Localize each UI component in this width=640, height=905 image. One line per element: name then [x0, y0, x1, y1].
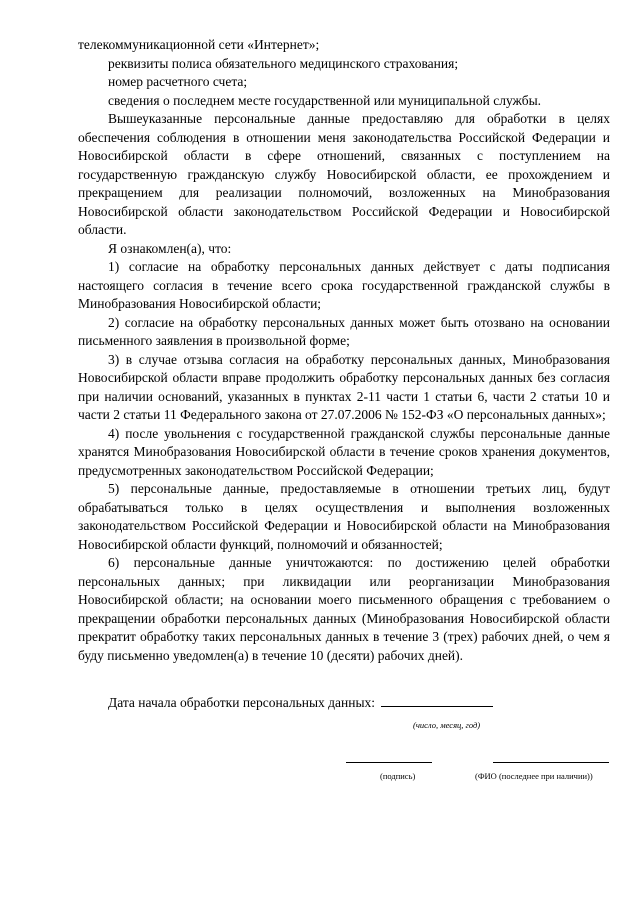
paragraph-internet-continuation: телекоммуникационной сети «Интернет»;: [78, 37, 320, 52]
processing-start-date-field: [108, 694, 493, 712]
paragraph-last-service: сведения о последнем месте государственной или муниципальной службы.: [108, 92, 542, 108]
processing-start-date-label: Дата начала обработки персональных данных:: [108, 695, 376, 710]
paragraph-item-3: 3) в случае отзыва согласия на обработку персональных данных, Минобразования Новосибирской области вправе продолжить обработку персональных данных без согласия при наличии оснований, указанных в пунктах 2-11 части 1 статьи 6, части 2 статьи 10 и части 2 статьи 11 Федерального закона от 27.07.2006 № 152-ФЗ «О персональных данных»;: [78, 351, 610, 422]
paragraph-item-4: 4) после увольнения с государственной гражданской службы персональные данные хранятся Минобразования Новосибирской области в течение сроков хранения документов, предусмотренных законодательством Российской Федерации;: [78, 425, 610, 478]
signature-blank[interactable]: [346, 762, 432, 763]
full-name-caption: (ФИО (последнее при наличии)): [475, 771, 593, 781]
paragraph-insurance-policy: реквизиты полиса обязательного медицинского страхования;: [108, 55, 459, 71]
paragraph-item-6: 6) персональные данные уничтожаются: по достижению целей обработки персональных данных; при ликвидации или реорганизации Минобразования Новосибирской области; на основании моего письменного обращения с требованием о прекращении обработки персональных данных (Минобразования Новосибирской области прекратит обработку таких персональных данных в течение 3 (трех) рабочих дней, о чем я буду письменно уведомлен(а) в течение 10 (десяти) рабочих дней).: [78, 555, 610, 663]
paragraph-item-5: 5) персональные данные, предоставляемые в отношении третьих лиц, будут обрабатываться только в целях осуществления и выполнения возложенных законодательством Российской Федерации и Новосибирской области на Минобразования Новосибирской области функций, полномочий и обязанностей;: [78, 481, 610, 552]
paragraph-purpose: Вышеуказанные персональные данные предоставляю для обработки в целях обеспечения соблюдения в отношении меня законодательства Российской Федерации и Новосибирской области в сфере отношений, связанных с поступлением на государственную гражданскую службу Новосибирской области, ее прохождением и прекращением для реализации полномочий, возложенных на Минобразования Новосибирской области законодательством Российской Федерации и Новосибирской области.: [78, 111, 610, 237]
paragraph-item-2: 2) согласие на обработку персональных данных может быть отозвано на основании письменного заявления в произвольной форме;: [78, 314, 610, 348]
paragraph-account-number: номер расчетного счета;: [108, 74, 248, 89]
date-caption: (число, месяц, год): [413, 720, 481, 730]
document-body: [78, 36, 610, 665]
paragraph-acknowledged: Я ознакомлен(а), что:: [108, 240, 232, 256]
paragraph-item-1: 1) согласие на обработку персональных данных действует с даты подписания настоящего согласия в течение всего срока государственной гражданской службы в Минобразования Новосибирской области;: [78, 259, 610, 311]
full-name-blank[interactable]: [493, 762, 609, 763]
signature-caption: (подпись): [380, 771, 416, 781]
processing-start-date-blank[interactable]: [381, 694, 493, 707]
